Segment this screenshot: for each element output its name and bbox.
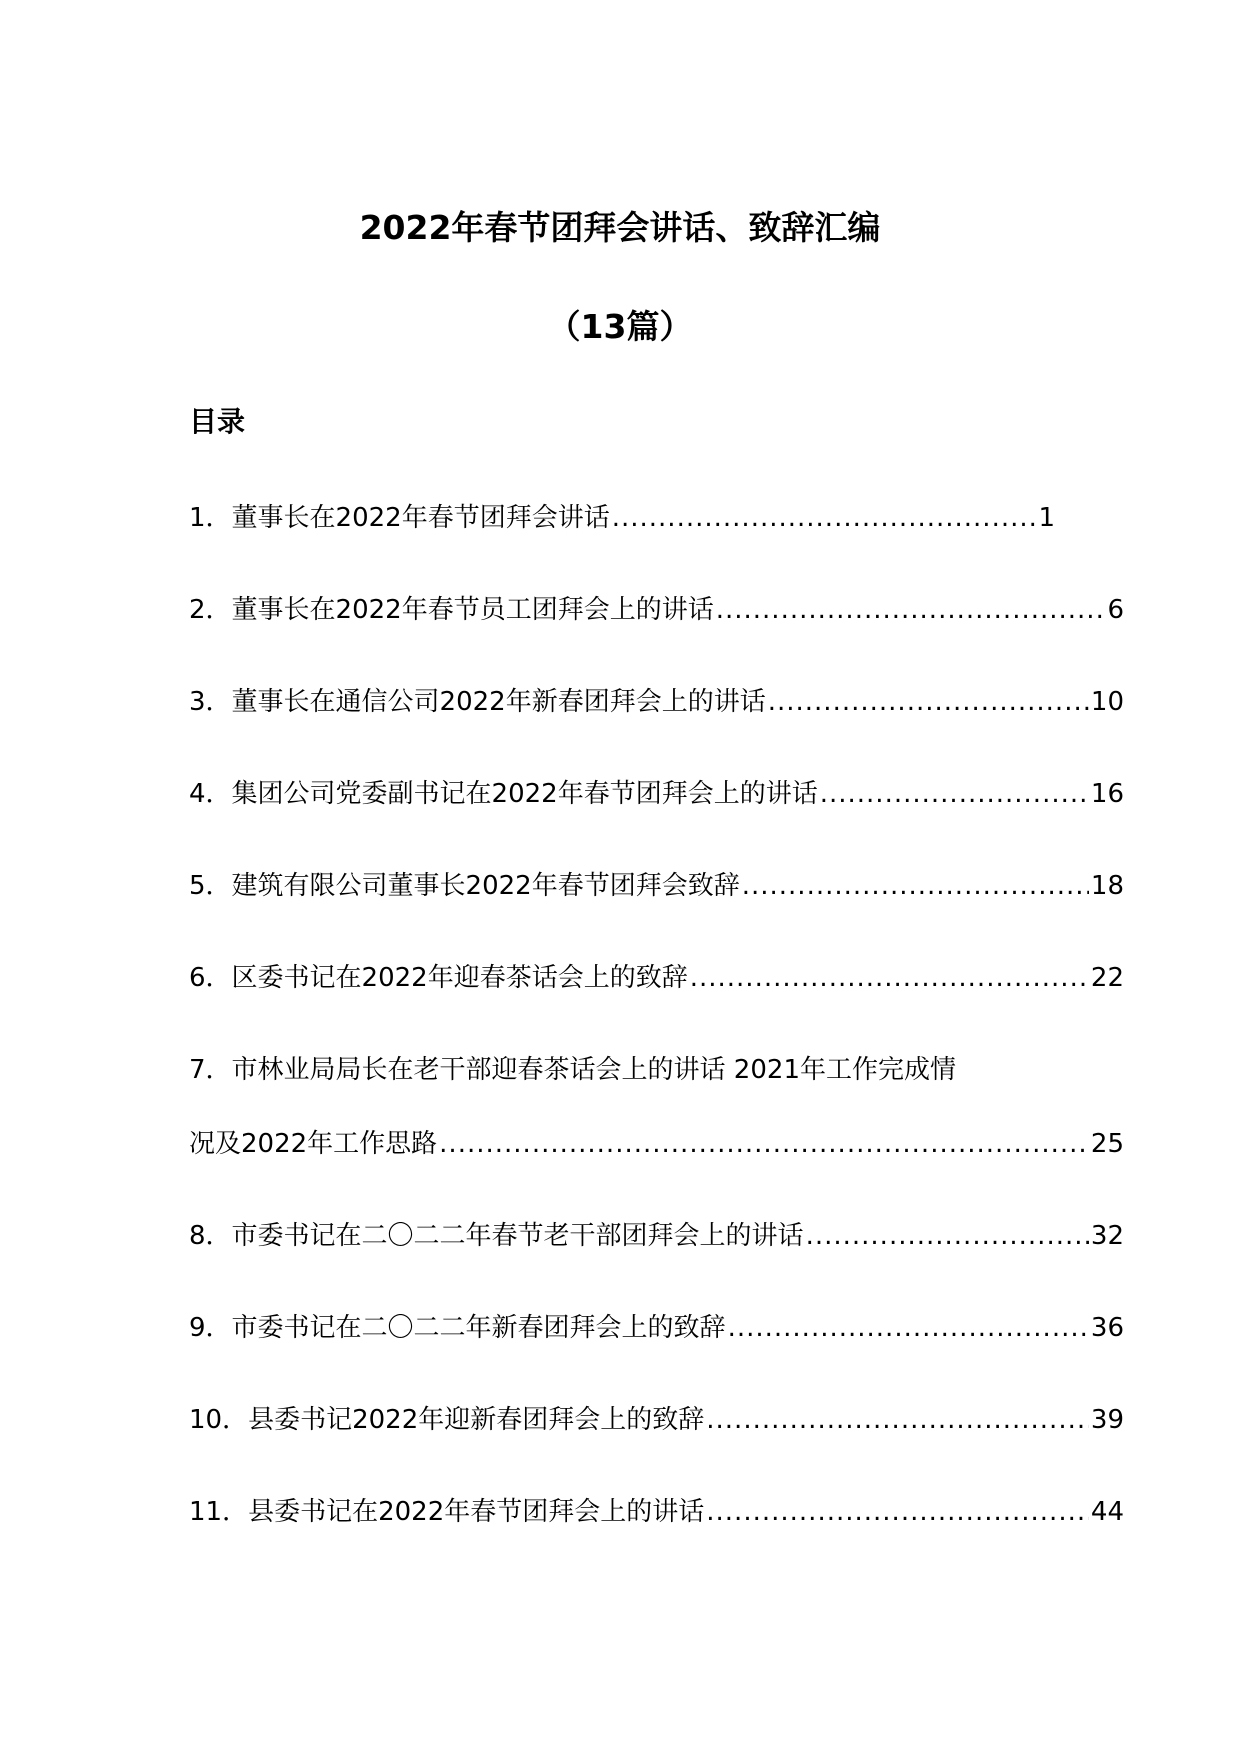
toc-leader-dots [706, 1494, 1089, 1530]
toc-entry[interactable] [189, 684, 1124, 720]
toc-entry-title: 区委书记在2022年迎春茶话会上的致辞 [231, 963, 688, 993]
toc-heading: 目录 [189, 405, 246, 438]
toc-entry-page: 39 [1090, 1405, 1124, 1435]
toc-entry-page: 10 [1090, 687, 1124, 717]
toc-leader-dots [612, 500, 1037, 536]
toc-entry-page: 36 [1090, 1313, 1124, 1343]
toc-leader-dots [690, 960, 1089, 996]
toc-entry-number: 2． [189, 595, 232, 625]
toc-entry-page: 6 [1107, 595, 1124, 625]
toc-entry-title: 董事长在通信公司2022年新春团拜会上的讲话 [231, 687, 766, 717]
toc-entry[interactable] [189, 592, 1124, 628]
toc-leader-dots [728, 1310, 1089, 1346]
toc-entry[interactable] [189, 1310, 1124, 1346]
toc-leader-dots [820, 776, 1089, 812]
toc-entry[interactable] [189, 776, 1124, 812]
toc-leader-dots [768, 684, 1089, 720]
toc-entry-title: 董事长在2022年春节员工团拜会上的讲话 [231, 595, 714, 625]
toc-entry[interactable] [189, 868, 1124, 904]
toc-entry-number: 4． [189, 779, 232, 809]
toc-entry-number: 7． [189, 1055, 232, 1085]
toc-entry-page: 1 [1038, 503, 1055, 533]
toc-entry-title-line2: 况及2022年工作思路 [189, 1129, 438, 1159]
toc-entry-number: 10． [189, 1405, 249, 1435]
toc-entry-title: 董事长在2022年春节团拜会讲话 [231, 503, 610, 533]
toc-entry[interactable] [189, 960, 1124, 996]
toc-entry-number: 5． [189, 871, 232, 901]
toc-entry-page: 22 [1090, 963, 1124, 993]
toc-entry-page: 16 [1090, 779, 1124, 809]
toc-entry-page: 32 [1090, 1221, 1124, 1251]
toc-entry[interactable] [189, 500, 1124, 536]
toc-entry-number: 9． [189, 1313, 232, 1343]
document-title: 2022年春节团拜会讲话、致辞汇编 [359, 208, 881, 247]
toc-entry-title: 集团公司党委副书记在2022年春节团拜会上的讲话 [231, 779, 818, 809]
toc-entry-page: 25 [1090, 1129, 1124, 1159]
toc-entry[interactable] [189, 1218, 1124, 1254]
toc-entry[interactable] [189, 1052, 1124, 1162]
toc-entry-title: 建筑有限公司董事长2022年春节团拜会致辞 [231, 871, 740, 901]
toc-entry-title: 市委书记在二〇二二年新春团拜会上的致辞 [231, 1313, 726, 1343]
toc-leader-dots [439, 1126, 1089, 1162]
toc-entry-number: 3． [189, 687, 232, 717]
toc-leader-dots [716, 592, 1106, 628]
table-of-contents [189, 500, 1124, 1586]
toc-entry-page: 18 [1090, 871, 1124, 901]
toc-entry-number: 6． [189, 963, 232, 993]
toc-entry-title: 市委书记在二〇二二年春节老干部团拜会上的讲话 [231, 1221, 804, 1251]
toc-entry-number: 11． [189, 1497, 249, 1527]
toc-entry-title: 县委书记2022年迎新春团拜会上的致辞 [248, 1405, 705, 1435]
toc-entry-number: 8． [189, 1221, 232, 1251]
toc-entry[interactable] [189, 1402, 1124, 1438]
toc-leader-dots [806, 1218, 1089, 1254]
document-subtitle: （13篇） [547, 307, 693, 346]
toc-entry-number: 1． [189, 503, 232, 533]
toc-entry-title: 县委书记在2022年春节团拜会上的讲话 [248, 1497, 705, 1527]
toc-entry-title-line1: 市林业局局长在老干部迎春茶话会上的讲话 2021年工作完成情 [231, 1055, 956, 1085]
toc-leader-dots [742, 868, 1089, 904]
toc-leader-dots [706, 1402, 1089, 1438]
toc-entry-page: 44 [1090, 1497, 1124, 1527]
toc-entry[interactable] [189, 1494, 1124, 1530]
